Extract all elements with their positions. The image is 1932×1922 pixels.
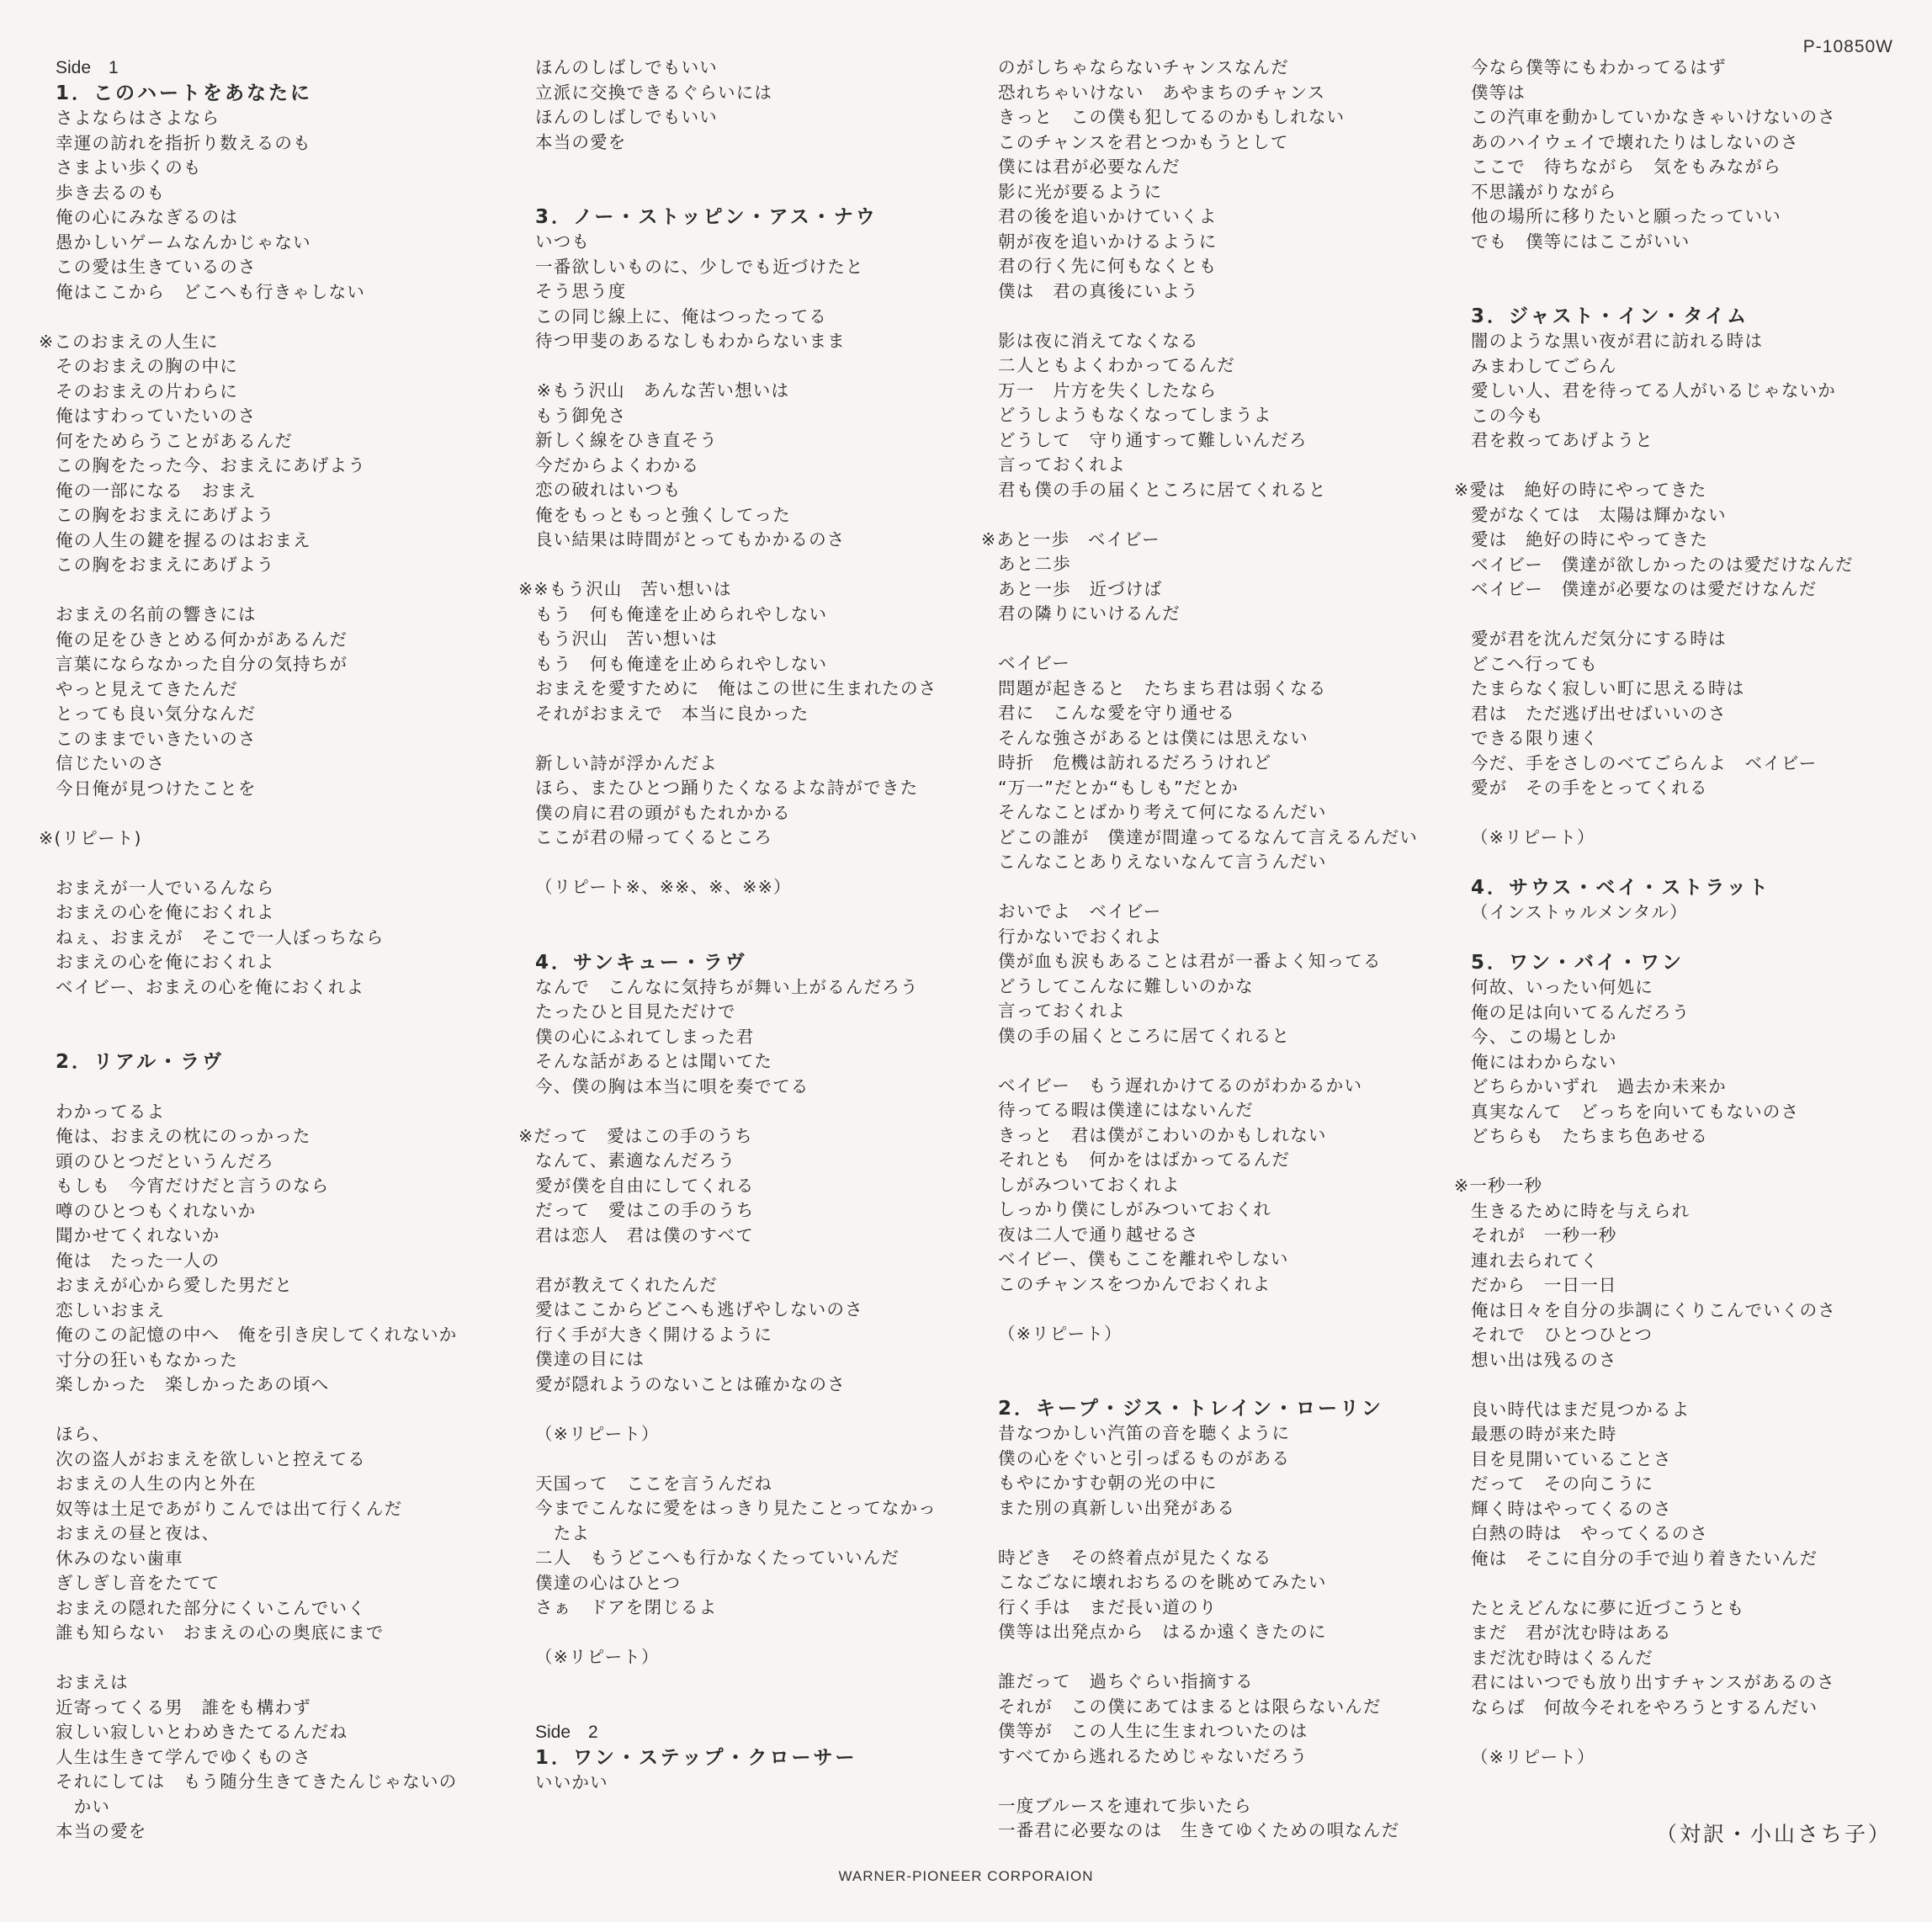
lyric-line: おまえを愛すために 俺はこの世に生まれたのさ [535,678,937,698]
lyric-line: たよ [535,1522,591,1543]
lyric-line: だって その向こうに [1471,1473,1653,1494]
lyric-line: おまえの心を俺におくれよ [56,902,275,922]
lyric-line: 奴等は土足であがりこんでは出て行くんだ [56,1498,403,1519]
lyric-line: おいでよ ベイビー [998,901,1162,921]
stanza-gap [518,180,973,205]
lyric-line: いつも [535,231,591,252]
lyric-line: 一度ブルースを連れて歩いたら [998,1795,1252,1816]
lyric-line: おまえが心から愛した男だと [56,1275,294,1295]
lyric-line: 二人 もうどこへも行かなくたっていいんだ [535,1548,900,1568]
stanza-gap [39,1075,493,1100]
lyric-line: 愛がなくては 太陽は輝かない [1471,504,1727,525]
lyric-line-marked: ※愛は 絶好の時にやってきた [1454,480,1707,500]
side-label: Side 1 [56,58,119,77]
lyric-line: 俺の一部になる おまえ [56,480,257,501]
lyric-line: 近寄ってくる男 誰をも構わず [56,1696,311,1718]
lyric-line-marked: ※このおまえの人生に [39,331,219,352]
stanza-gap [39,1398,493,1423]
lyric-line-marked: ※あと一歩 ベイビー [981,528,1160,550]
lyric-line: 信じたいのさ [56,753,166,773]
lyric-line: この汽車を動かしていかなきゃいけないのさ [1471,107,1836,127]
lyric-line: （※リピート） [998,1323,1123,1344]
lyric-line: 今だからよくわかる [535,454,700,475]
lyric-line: たとえどんなに夢に近づこうとも [1471,1597,1745,1618]
lyric-line: 君は恋人 君は僕のすべて [535,1224,754,1245]
lyric-line: 良い結果は時間がとってもかかるのさ [535,529,846,550]
lyric-line: 今日俺が見つけたことを [56,778,257,799]
lyric-line: 聞かせてくれないか [56,1225,220,1245]
lyric-line: 行く手が大きく開けるように [535,1324,773,1345]
stanza-gap [518,925,973,950]
stanza-gap [981,1645,1436,1670]
lyric-line: もう沢山 苦い想いは [535,629,718,649]
lyric-line-marked: ※(リピート) [39,827,142,848]
lyric-line: 時折 危機は訪れるだろうけれど [998,752,1272,773]
catalog-number: P-10850W [1802,37,1893,56]
stanza-gap [981,627,1436,652]
lyric-line: このチャンスをつかんでおくれよ [998,1273,1271,1294]
lyric-line: ねぇ、おまえが そこで一人ぼっちなら [56,926,385,948]
lyric-line: この胸をおまえにあげよう [56,555,275,575]
lyric-line: 愚かしいゲームなんかじゃない [56,231,311,252]
lyric-line: 待ってる暇は僕達にはないんだ [998,1100,1254,1120]
lyric-line: 寸分の狂いもなかった [56,1349,238,1370]
lyric-line: それで ひとつひとつ [1471,1325,1653,1345]
lyric-line: ここで 待ちながら 気をもみながら [1471,157,1781,177]
lyric-line: 連れ去られてく [1471,1250,1599,1271]
lyric-line: 俺の足をひきとめる何かがあるんだ [56,629,348,650]
lyric-line: でも 僕等にはここがいい [1471,231,1690,252]
lyric-line: 俺はすわっていたいのさ [56,406,257,426]
lyric-line-marked: ※だって 愛はこの手のうち [518,1125,753,1146]
lyric-line: まだ沈む時はくるんだ [1471,1647,1653,1668]
lyric-line: さまよい歩くのも [56,157,202,178]
lyric-line: とっても良い気分なんだ [56,703,257,724]
lyric-line: しがみついておくれよ [998,1174,1181,1195]
lyric-line: 恋の破れはいつも [535,480,682,500]
lyric-line: 人生は生きて学んでゆくものさ [56,1746,311,1767]
lyric-line: この胸をおまえにあげよう [56,505,275,525]
lyric-line: 昔なつかしい汽笛の音を聴くように [998,1423,1291,1443]
lyric-line: どこの誰が 僕達が間違ってるなんて言えるんだい [998,826,1419,847]
lyric-line: おまえは [56,1672,129,1692]
stanza-gap [39,801,493,826]
lyric-line: あのハイウェイで壊れたりはしないのさ [1471,131,1799,152]
lyric-line: だって 愛はこの手のうち [535,1200,755,1220]
lyric-line: ベイビー 僕達が必要なのは愛だけなんだ [1471,579,1818,599]
lyric-line: 次の盗人がおまえを欲しいと控えてる [56,1448,366,1469]
lyric-line: “万一”だとか“もしも”だとか [998,777,1239,798]
lyric-line: きっと 君は僕がこわいのかもしれない [998,1124,1327,1145]
lyric-line: おまえの心を俺におくれよ [56,952,275,972]
lyric-line: 僕達の目には [535,1349,645,1369]
lyric-line: できる限り速く [1471,728,1599,748]
lyric-line: そのおまえの胸の中に [56,356,238,376]
lyric-line: 俺はここから どこへも行きゃしない [56,281,366,302]
lyric-line: ベイビー、おまえの心を俺におくれよ [56,976,365,997]
lyric-line: 俺は たった一人の [56,1250,220,1271]
stanza-gap [1454,801,1908,826]
lyric-line: このままでいきたいのさ [56,728,257,749]
lyric-line: それとも 何かをはばかってるんだ [998,1149,1291,1170]
lyric-line: この同じ線上に、俺はつったってる [535,305,827,327]
lyric-line: それが 一秒一秒 [1471,1225,1617,1245]
lyric-line: そんな強さがあるとは僕には思えない [998,727,1308,748]
lyric-line: おまえの名前の響きには [56,604,257,624]
lyric-line: 俺にはわからない [1471,1051,1617,1072]
lyric-line: 新しく線をひき直そう [535,430,718,450]
lyric-line: もう御免さ [535,405,627,426]
lyric-line: ほら、またひとつ踊りたくなるよな詩ができた [535,778,919,798]
lyric-line: どちらも たちまち色あせる [1471,1126,1709,1146]
lyric-line: 一番欲しいものに、少しでも近づけたと [535,256,864,277]
lyric-line: このチャンスを君とつかもうとして [998,131,1289,152]
lyric-line: （リピート※、※※、※、※※） [535,877,792,897]
lyric-line: 恐れちゃいけない あやまちのチャンス [998,82,1326,103]
stanza-gap [518,1248,973,1273]
lyric-line: 君に こんな愛を守り通せる [998,703,1236,723]
lyric-line: もう 何も俺達を止められやしない [535,653,828,674]
lyric-line: 何をためらうことがあるんだ [56,430,294,451]
lyric-line: ベイビー、僕もここを離れやしない [998,1249,1289,1269]
lyric-line: 想い出は残るのさ [1471,1349,1617,1370]
lyrics-column-4 [1454,56,1908,1770]
stanza-gap [981,1769,1436,1794]
lyric-line: 目を見開いていることさ [1471,1448,1672,1469]
stanza-gap [1454,1720,1908,1745]
lyric-line: おまえの隠れた部分にくいこんでいく [56,1597,366,1618]
lyrics-column-2 [518,56,973,1795]
lyric-line: 今だ、手をさしのべてごらんよ ベイビー [1471,752,1818,773]
stanza-gap [981,875,1436,900]
lyric-line: きっと この僕も犯してるのかもしれない [998,107,1346,127]
stanza-gap [1454,279,1908,305]
song-title: 4．サンキュー・ラヴ [535,951,747,974]
lyric-line: 誰も知らない おまえの心の奥底にまで [56,1622,385,1643]
lyric-line: 頭のひとつだというんだろ [56,1150,274,1171]
lyric-line: そう思う度 [535,281,627,301]
lyric-line: 愛が その手をとってくれる [1471,778,1708,798]
lyric-line: 君が教えてくれたんだ [535,1274,718,1295]
lyric-line: 俺は日々を自分の歩調にくりこんでいくのさ [1471,1299,1836,1320]
song-title: 2．キープ・ジス・トレイン・ローリン [998,1398,1384,1420]
lyric-line: わかってるよ [56,1101,166,1122]
lyric-line: 本当の愛を [56,1821,147,1841]
stanza-gap [39,1025,493,1050]
stanza-gap [518,155,973,180]
lyric-line: 俺のこの記憶の中へ 俺を引き戻してくれないか [56,1325,458,1345]
lyric-line: それが この僕にあてはまるとは限らないんだ [998,1696,1382,1717]
lyric-line: 僕の手の届くところに居てくれると [998,1025,1291,1046]
lyric-line: 今、僕の胸は本当に唄を奏でてる [535,1075,809,1096]
lyric-line: 良い時代はまだ見つかるよ [1471,1399,1690,1420]
song-title: 2．リアル・ラヴ [56,1051,225,1073]
stanza-gap [518,1695,973,1720]
stanza-gap [981,502,1436,528]
lyric-line: 愛が僕を自由にしてくれる [535,1175,755,1196]
lyric-line: それにしては もう随分生きてきたんじゃないの [56,1771,458,1792]
lyric-line: この今も [1471,405,1544,426]
lyric-line: そんなことばかり考えて何になるんだい [998,802,1327,822]
lyric-line: ベイビー もう遅れかけてるのがわかるかい [998,1075,1363,1096]
lyric-line: 闇のような黒い夜が君に訪れる時は [1471,331,1764,351]
lyric-line: 愛が君を沈んだ気分にする時は [1471,629,1727,649]
lyric-line: 君は ただ逃げ出せばいいのさ [1471,703,1727,724]
lyric-line: （※リピート） [535,1423,660,1444]
lyric-line: だから 一日一日 [1471,1275,1617,1295]
lyric-line: 行かないでおくれよ [998,926,1163,947]
lyric-line: 君の行く先に何もなくとも [998,256,1218,276]
lyric-line: やっと見えてきたんだ [56,678,238,699]
lyric-line: 俺をもっともっと強くしてった [535,504,791,525]
lyric-line: さよならはさよなら [56,108,220,128]
stanza-gap [1454,254,1908,279]
lyric-line: 愛はここからどこへも逃げやしないのさ [535,1299,863,1319]
lyric-line: 歩き去るのも [56,182,166,203]
lyric-line: 今までこんなに愛をはっきり見たことってなかっ [535,1498,937,1518]
lyric-line: ならば 何故今それをやろうとするんだい [1471,1696,1818,1718]
lyric-line: なんて、素適なんだろう [535,1150,736,1171]
lyric-line: 今、この場としか [1471,1027,1617,1047]
lyric-line: 噂のひとつもくれないか [56,1200,257,1221]
lyric-line: 問題が起きると たちまち君は弱くなる [998,677,1327,698]
stanza-gap [39,1646,493,1671]
lyric-line: どちらかいずれ 過去か未来か [1471,1076,1727,1096]
stanza-gap [39,851,493,876]
stanza-gap [518,553,973,578]
lyric-line-marked: ※一秒一秒 [1454,1176,1543,1196]
lyric-line: そんな話があるとは聞いてた [535,1051,773,1071]
lyric-line: おまえの昼と夜は、 [56,1523,220,1543]
stanza-gap [518,851,973,876]
song-title: 4．サウス・ベイ・ストラット [1471,877,1770,899]
stanza-gap [981,1297,1436,1322]
lyric-line-marked: ※※もう沢山 苦い想いは [518,579,732,599]
lyric-line: 愛しい人、君を待ってる人がいるじゃないか [1471,380,1836,401]
lyric-line: 僕の心をぐいと引っぱるものがある [998,1447,1291,1468]
side-label: Side 2 [535,1722,598,1742]
footer-company: WARNER-PIONEER CORPORAION [838,1868,1094,1884]
lyric-line: 僕は 君の真後にいよう [998,280,1199,301]
lyric-line: （※リピート） [1471,1746,1595,1767]
lyric-line: 恋しいおまえ [56,1299,166,1320]
lyric-line: たったひと目見ただけで [535,1001,736,1022]
lyrics-column-3 [981,56,1436,1844]
lyric-line: 俺の足は向いてるんだろう [1471,1001,1690,1022]
lyric-line: 新しい詩が浮かんだよ [535,752,718,773]
lyric-line: 僕が血も涙もあることは君が一番よく知ってる [998,951,1382,971]
lyric-line: 行く手は まだ長い道のり [998,1596,1218,1617]
stanza-gap [518,900,973,926]
lyric-line: 君にはいつでも放り出すチャンスがあるのさ [1471,1672,1835,1692]
lyric-line: ほんのしばしでもいい [535,57,718,77]
lyric-line: 言っておくれよ [998,1001,1126,1021]
lyric-line: 僕の肩に君の頭がもたれかかる [535,802,791,823]
lyric-line: 影に光が要るように [998,181,1163,202]
lyric-line: 一番君に必要なのは 生きてゆくための唄なんだ [998,1820,1400,1840]
lyric-line: なんで こんなに気持ちが舞い上がるんだろう [535,976,919,997]
lyric-line: 本当の愛を [535,131,627,152]
lyric-line: 夜は二人で通り越せるさ [998,1224,1199,1245]
lyric-line: まだ 君が沈む時はある [1471,1622,1672,1643]
lyric-line: 愛は 絶好の時にやってきた [1471,529,1709,550]
lyric-line: 僕には君が必要なんだ [998,157,1181,177]
lyric-line: こんなことありえないなんて言うんだい [998,852,1327,872]
lyric-line: 真実なんて どっちを向いてもないのさ [1471,1101,1800,1122]
lyric-line: 二人ともよくわかってるんだ [998,355,1236,375]
lyric-line: 言葉にならなかった自分の気持ちが [56,654,348,674]
lyric-line: ベイビー 僕達が欲しかったのは愛だけなんだ [1471,554,1854,575]
lyric-line: 白熱の時は やってくるのさ [1471,1523,1709,1543]
lyric-line: また別の真新しい出発がある [998,1497,1236,1518]
lyric-line: さぁ ドアを閉じるよ [535,1597,718,1617]
lyric-line: ここが君の帰ってくるところ [535,827,773,847]
lyric-line: 君の隣りにいけるんだ [998,603,1181,624]
stanza-gap [1454,1571,1908,1596]
song-title: 1．ワン・ステップ・クローサー [535,1746,857,1769]
lyric-line: この胸をたった今、おまえにあげよう [56,455,366,475]
lyric-line: 何故、いったい何処に [1471,977,1653,997]
stanza-gap [518,1397,973,1422]
lyric-line: 僕の心にふれてしまった君 [535,1026,755,1047]
stanza-gap [39,578,493,603]
stanza-gap [39,1000,493,1025]
lyric-line: どこへ行っても [1471,653,1599,674]
lyric-line: 最悪の時が来た時 [1471,1424,1617,1444]
stanza-gap [518,1447,973,1472]
stanza-gap [518,1621,973,1646]
lyric-line: あと一歩 近づけば [998,578,1163,599]
lyric-line: 君の後を追いかけていくよ [998,206,1218,226]
lyric-line: たまらなく寂しい町に思える時は [1471,678,1745,698]
song-title: 3．ジャスト・イン・タイム [1471,305,1749,327]
lyric-line: もう 何も俺達を止められやしない [535,603,828,624]
lyric-line: もしも 今宵だけだと言うのなら [56,1176,330,1196]
lyric-line: 時どき その終着点が見たくなる [998,1547,1272,1568]
lyric-line: 楽しかった 楽しかったあの頃へ [56,1374,330,1394]
lyric-line: 待つ甲斐のあるなしもわからないまま [535,331,846,351]
lyric-line: どうしようもなくなってしまうよ [998,405,1272,425]
lyric-line-marked: ※もう沢山 あんな苦い想いは [518,380,790,401]
lyric-line: それがおまえで 本当に良かった [535,703,809,724]
lyric-line: おまえの人生の内と外在 [56,1473,257,1494]
stanza-gap [518,1099,973,1124]
stanza-gap [981,1346,1436,1372]
lyric-line: 休みのない歯車 [56,1548,183,1569]
stanza-gap [1454,926,1908,951]
lyric-line: 僕等は出発点から はるか遠くきたのに [998,1622,1327,1642]
lyrics-column-1 [39,56,493,1845]
song-title: 5．ワン・バイ・ワン [1471,952,1685,974]
lyric-line: ほら、 [56,1424,111,1444]
lyric-line: 愛が隠れようのないことは確かなのさ [535,1373,846,1394]
lyric-line: 今なら僕等にもわかってるはず [1471,57,1727,77]
song-title: 3．ノー・ストッピン・アス・ナウ [535,206,878,228]
lyric-line: 不思議がりながら [1471,181,1617,202]
lyric-line: どうしてこんなに難しいのかな [998,975,1254,996]
lyric-line: （※リピート） [1471,827,1595,847]
lyric-line: どうして 守り通すって難しいんだろ [998,429,1308,450]
stanza-gap [39,305,493,330]
lyric-line: 誰だって 過ちぐらい指摘する [998,1671,1254,1691]
lyric-line: （インストゥルメンタル） [1471,902,1688,922]
lyric-line: こなごなに壊れおちるのを眺めてみたい [998,1572,1327,1592]
lyric-line: 影は夜に消えてなくなる [998,330,1199,351]
lyric-line: のがしちゃならないチャンスなんだ [998,57,1289,77]
lyric-line: みまわしてごらん [1471,355,1617,376]
lyric-line: 天国って ここを言うんだね [535,1473,773,1494]
lyric-line: 輝く時はやってくるのさ [1471,1498,1672,1519]
stanza-gap [981,1049,1436,1074]
lyric-line: 君を救ってあげようと [1471,430,1653,450]
lyric-line: あと二歩 [998,554,1071,574]
lyric-line: この愛は生きているのさ [56,257,257,277]
lyric-line: もやにかすむ朝の光の中に [998,1473,1218,1493]
lyric-line: おまえが一人でいるんなら [56,877,275,898]
stanza-gap [518,1670,973,1696]
lyric-line: 俺は そこに自分の手で辿り着きたいんだ [1471,1548,1818,1569]
lyric-line: ぎしぎし音をたてて [56,1573,220,1593]
lyric-line: しっかり僕にしがみついておくれ [998,1199,1272,1219]
lyric-line: いいかい [535,1771,608,1792]
lyric-line: 万一 片方を失くしたなら [998,380,1218,401]
lyric-line: かい [56,1796,111,1817]
stanza-gap [1454,454,1908,479]
lyric-line: 俺の心にみなぎるのは [56,207,238,227]
translator-credit: （対訳・小山さち子） [1655,1822,1892,1846]
stanza-gap [1454,1372,1908,1398]
stanza-gap [518,726,973,751]
lyric-line: 僕等が この人生に生まれついたのは [998,1721,1308,1741]
lyric-line: 俺は、おまえの枕にのっかった [56,1126,311,1146]
stanza-gap [981,304,1436,329]
lyric-line: 他の場所に移りたいと願ったっていい [1471,206,1781,226]
lyric-line: ほんのしばしでもいい [535,107,718,127]
lyric-line: 生きるために時を与えられ [1471,1200,1690,1221]
stanza-gap [981,1372,1436,1397]
lyric-line: ベイビー [998,653,1070,673]
lyric-line: （※リピート） [535,1647,660,1667]
lyric-line: 俺の人生の鍵を握るのはおまえ [56,529,311,550]
lyric-line: 朝が夜を追いかけるように [998,231,1218,252]
stanza-gap [518,354,973,380]
lyric-line: 言っておくれよ [998,454,1126,475]
stanza-gap [1454,603,1908,628]
lyric-line: 僕達の心はひとつ [535,1572,682,1593]
stanza-gap [981,1521,1436,1546]
lyric-line: 幸運の訪れを指折り数えるのも [56,132,311,153]
lyric-line: そのおまえの片わらに [56,380,238,401]
lyric-line: 寂しい寂しいとわめきたてるんだね [56,1722,348,1742]
lyric-line: 僕等は [1471,82,1526,103]
lyric-line: 立派に交換できるぐらいには [535,82,773,103]
stanza-gap [1454,1149,1908,1175]
song-title: 1．このハートをあなたに [56,82,313,104]
stanza-gap [1454,851,1908,876]
lyric-line: すべてから逃れるためじゃないだろう [998,1745,1308,1766]
lyric-line: 君も僕の手の届くところに居てくれると [998,479,1327,500]
